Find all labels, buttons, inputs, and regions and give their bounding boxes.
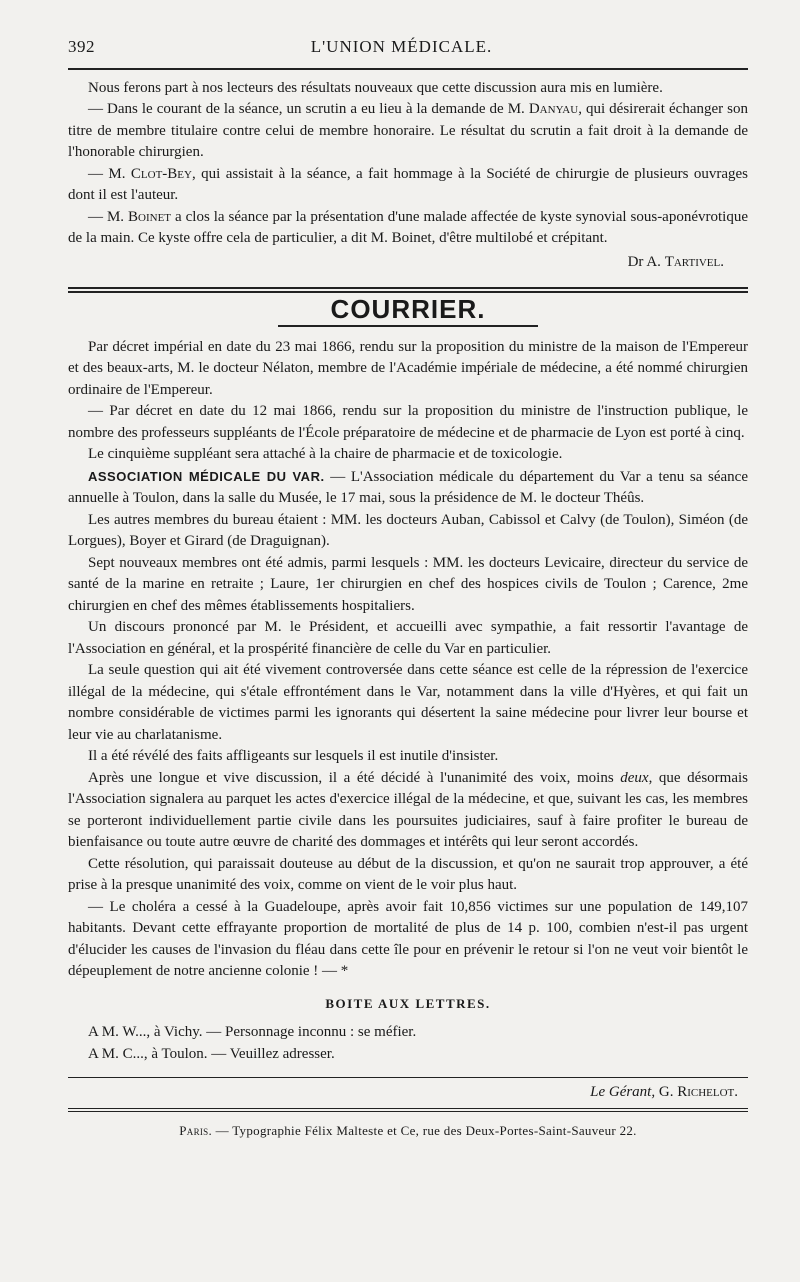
paragraph: Sept nouveaux membres ont été admis, parmi lesquels : MM. les docteurs Levicaire, directeur du service de santé de la marine en retraite ; Laure, 1er chirurgien en chef des hospices civils de Toulon ; Carence, 2me chirurgien en chef des mêmes établissements hospitaliers. <box>68 554 748 614</box>
journal-page <box>68 0 748 1141</box>
paragraph: Nous ferons part à nos lecteurs des résultats nouveaux que cette discussion aura mis en lumière. <box>88 79 663 96</box>
footer-rule <box>68 1077 748 1078</box>
paragraph: — Dans le courant de la séance, un scrutin a eu lieu à la demande de M. Danyau, qui désirerait échanger son titre de membre titulaire contre celui de membre honoraire. Le résultat du scrutin a fait droit à la demande de l'honorable chirurgien. <box>68 101 748 160</box>
association-heading: ASSOCIATION MÉDICALE DU VAR. <box>88 468 325 484</box>
paragraph: Cette résolution, qui paraissait douteuse au début de la discussion, et qu'on ne saurait trop approuver, a été prise à la presque unanimité des voix, comme on vient de le voir plus haut. <box>68 855 748 893</box>
section-title: COURRIER. <box>330 294 486 324</box>
footer-separator <box>68 1108 748 1112</box>
paragraph: Par décret impérial en date du 23 mai 1866, rendu sur la proposition du ministre de la maison de l'Empereur et des beaux-arts, M. le docteur Nélaton, membre de l'Académie impériale de médecine, a été nommé chirurgien ordinaire de l'Empereur. <box>68 338 748 398</box>
paragraph: La seule question qui ait été vivement controversée dans cette séance est celle de la répression de l'exercice illégal de la médecine, qui s'étale effrontément dans le Var, notamment dans la ville d'Hyères, et qui fait un nombre considérable de victimes parmi les ignorants qui désertent la saine médecine pour livrer leur bourse et leur vie au charlatanisme. <box>68 662 748 743</box>
paragraph: — M. Boinet a clos la séance par la présentation d'une malade affectée de kyste synovial sous-aponévrotique de la main. Ce kyste offre cela de particulier, a dit M. Boinet, d'être multilobé et crépitant. <box>68 208 748 246</box>
letter-entry: A M. W..., à Vichy. — Personnage inconnu : se méfier. <box>88 1024 417 1040</box>
printer-imprint: Paris. — Typographie Félix Malteste et Ce, rue des Deux-Portes-Saint-Sauveur 22. <box>179 1122 637 1138</box>
header-rule <box>68 68 748 70</box>
letter-entry: A M. C..., à Toulon. — Veuillez adresser. <box>88 1045 335 1062</box>
paragraph: Les autres membres du bureau étaient : MM. les docteurs Auban, Cabissol et Calvy (de Toulon), Siméon (de Lorgues), Boyer et Girard (de Draguignan). <box>68 511 748 549</box>
paragraph: — Par décret en date du 12 mai 1866, rendu sur la proposition du ministre de l'instruction publique, le nombre des professeurs suppléants de l'École préparatoire de médecine et de pharmacie de Lyon est porté à cinq. <box>68 403 748 441</box>
paragraph: Il a été révélé des faits affligeants sur lesquels il est inutile d'insister. <box>88 748 499 764</box>
gerant-line: Le Gérant, G. Richelot. <box>590 1084 738 1100</box>
paragraph: Le cinquième suppléant sera attaché à la chaire de pharmacie et de toxicologie. <box>88 446 563 462</box>
running-head <box>68 36 748 58</box>
paragraph: Un discours prononcé par M. le Président, et accueilli avec sympathie, a fait ressortir l'avantage de l'Association en général, et la prospérité financière de celle du Var en particulier. <box>68 619 748 657</box>
title-underline <box>278 325 538 327</box>
letters-box-title: BOITE AUX LETTRES. <box>325 995 491 1011</box>
paragraph: ASSOCIATION MÉDICALE DU VAR. — L'Association médicale du département du Var a tenu sa séance annuelle à Toulon, dans la salle du Musée, le 17 mai, sous la présidence de M. le docteur Théûs. <box>68 468 749 506</box>
page-number: 392 <box>68 37 95 56</box>
paragraph: — Le choléra a cessé à la Guadeloupe, après avoir fait 10,856 victimes sur une population de 149,107 habitants. Devant cette effrayante proportion de mortalité de plus de 14 p. 100, combien n'est-il pas urgent d'élucider les causes de l'invasion du fléau dans cette île pour en prévenir le retour si l'on ne veut voir bientôt le dépeuplement de notre ancienne colonie ! — * <box>68 898 748 979</box>
journal-title: L'UNION MÉDICALE. <box>310 37 493 56</box>
paragraph: — M. Clot-Bey, qui assistait à la séance, a fait hommage à la Société de chirurgie de plusieurs ouvrages dont il est l'auteur. <box>68 165 748 203</box>
paragraph: Après une longue et vive discussion, il a été décidé à l'unanimité des voix, moins deux, que désormais l'Association signalera au parquet les actes d'exercice illégal de la médecine, et que, suivant les cas, les membres se porteront individuellement partie civile dans les poursuites judiciaires, sauf à faire profiter le bureau de bienfaisance ou toute autre œuvre de charité des dommages et intérêts qui leur seront accordés. <box>68 769 748 850</box>
section-separator <box>68 287 748 293</box>
author-signature: Dr A. Tartivel. <box>627 253 724 270</box>
